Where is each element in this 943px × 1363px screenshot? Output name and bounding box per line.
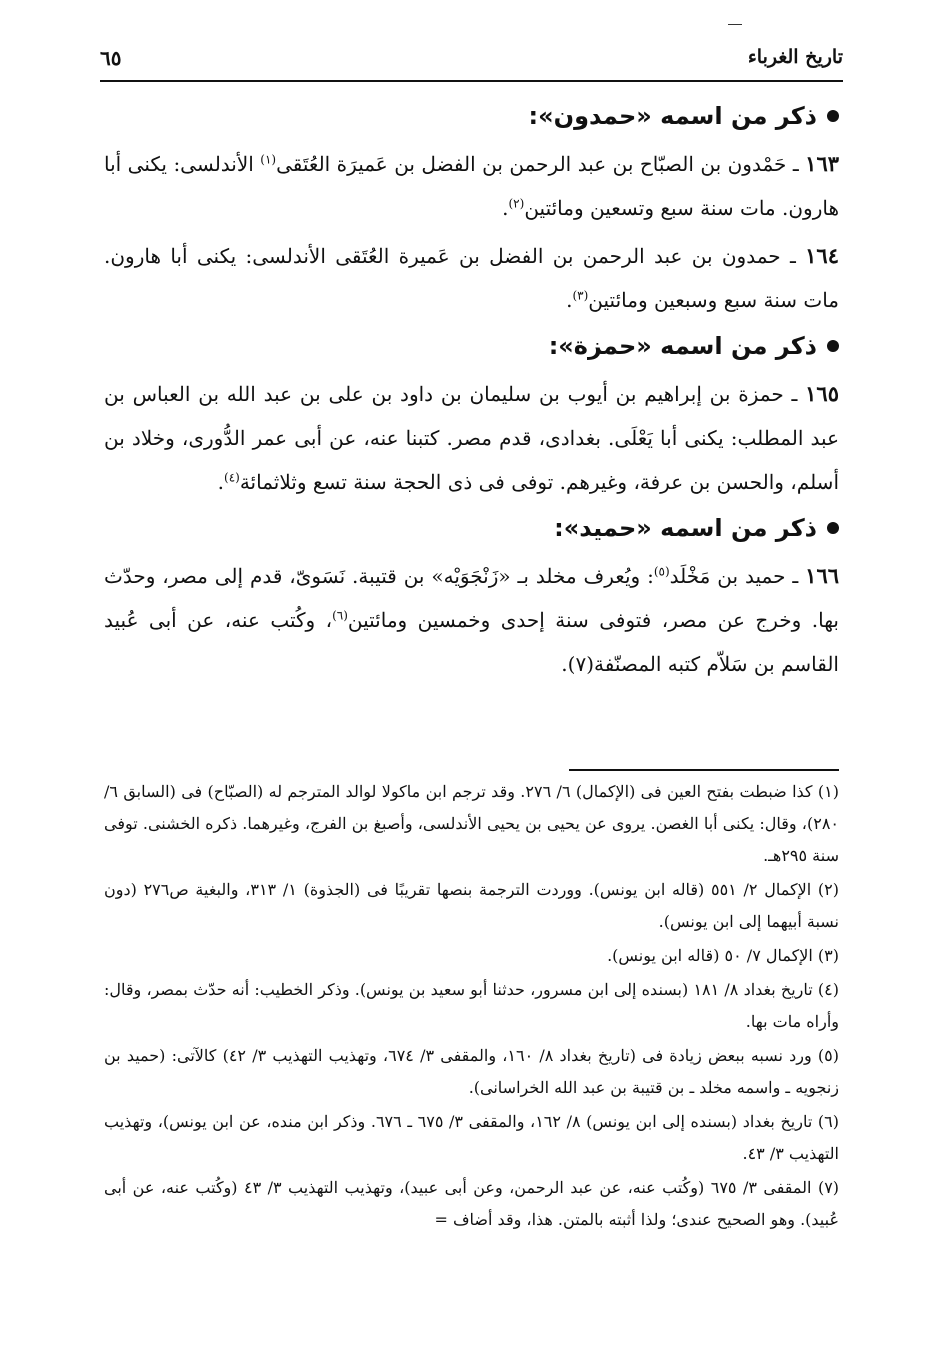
footnote-ref[interactable]: (٦)	[332, 608, 348, 623]
footnote-ref[interactable]: (٥)	[653, 564, 670, 579]
footnote-text: ورد نسبه ببعض زيادة فى (تاريخ بغداد ٨/ ١٦٠، والمقفى ٣/ ٦٧٤، وتهذيب التهذيب ٣/ ٤٢) كالآتى: (حميد بن زنجويه ـ واسمه مخلد ـ بن قتيبة بن عبد الله الخراسانى).	[104, 1046, 839, 1097]
footnote-label: (٣)	[817, 946, 839, 965]
bullet-icon	[827, 110, 839, 122]
footnote-text: تاريخ بغداد ٨/ ١٨١ (بسنده إلى ابن مسرور، حدثنا أبو سعيد بن يونس). وذكر الخطيب: أنه حدّث بمصر، وقال: وأراه مات بها.	[104, 980, 839, 1031]
entry-text-continued: .	[217, 470, 224, 494]
entry-163	[104, 142, 839, 230]
footnote-label: (٥)	[817, 1046, 840, 1065]
entry-164	[104, 234, 839, 322]
entry-number: ١٦٣	[805, 151, 840, 176]
entry-text-continued: الأندلسى: يكنى أبا هارون. مات سنة سبع وتسعين ومائتين	[104, 152, 839, 220]
entry-text: حميد بن مَخْلَد	[669, 564, 786, 588]
entry-text-continued: .	[566, 288, 573, 312]
footnote-text: كذا ضبطت بفتح العين فى (الإكمال) ٦/ ٢٧٦. وقد ترجم ابن ماكولا لوالد المترجم له (الصبّاح) فى (السابق ٦/ ٢٨٠)، وقال: يكنى أبا الغصن. يروى عن يحيى بن يحيى الأندلسى، وأصبغ بن الفرج، وغيرهما. ذكره الخشنى. توفى سنة ٢٩٥هـ.	[104, 782, 839, 865]
entry-dash: ـ	[785, 564, 799, 588]
main-text	[104, 96, 839, 690]
entry-text-continued: : ويُعرف مخلد بـ «زَنْجَوَيْه» بن قتيبة. نَسَوىّ، قدم إلى مصر، وحدّث بها. وخرج عن مصر، فتوفى سنة إحدى وخمسين ومائتين	[104, 564, 839, 632]
footnote-text: المقفى ٣/ ٦٧٥ (وكُتب عنه، عن عبد الرحمن، وعن أبى عبيد)، وتهذيب التهذيب ٣/ ٤٣ (وكُتب عنه، عن أبى عُبيد). وهو الصحيح عندى؛ ولذا أثبته بالمتن. هذا، وقد أضاف =	[104, 1178, 839, 1229]
entry-number: ١٦٥	[805, 381, 839, 406]
section-heading-humaid	[104, 508, 839, 548]
header-rule	[100, 80, 843, 82]
footnote-1	[104, 776, 839, 872]
footnote-label: (١)	[817, 782, 839, 801]
entry-number: ١٦٦	[805, 563, 840, 588]
footnote-ref[interactable]: (٤)	[224, 470, 240, 485]
entry-text: حَمْدون بن الصبّاح بن عبد الرحمن بن الفضل بن عَميرَة العُتَقى	[276, 152, 787, 176]
footnote-7	[104, 1172, 839, 1236]
footnote-ref[interactable]: (٢)	[508, 196, 525, 211]
footnote-label: (٧)	[817, 1178, 840, 1197]
footnote-label: (٢)	[817, 880, 839, 899]
footnote-label: (٦)	[817, 1112, 840, 1131]
footnotes	[104, 776, 839, 1238]
header-tick-mark	[728, 24, 742, 25]
entry-dash: ـ	[783, 382, 798, 406]
footnote-text: الإكمال ٧/ ٥٠ (قاله ابن يونس).	[607, 946, 813, 965]
bullet-icon	[827, 522, 839, 534]
section-heading-hamza	[104, 326, 839, 366]
footnote-5	[104, 1040, 839, 1104]
footnote-2	[104, 874, 839, 938]
entry-text-end: ، وكُتب عنه، عن أبى عُبيد القاسم بن سَلاّم كتبه المصنّفة(٧).	[104, 608, 839, 676]
footnote-6	[104, 1106, 839, 1170]
section-heading-hamdun	[104, 96, 839, 136]
entry-number: ١٦٤	[805, 243, 839, 268]
footnote-text: الإكمال ٢/ ٥٥١ (قاله ابن يونس). ووردت الترجمة بنصها تقريبًا فى (الجذوة) ١/ ٣١٣، والبغية ص٢٧٦ (دون نسبة أبيهما إلى ابن يونس).	[104, 880, 839, 931]
section-heading-text: ذكر من اسمه «حمزة»:	[548, 332, 817, 360]
page-number: ٦٥	[100, 46, 122, 70]
entry-text: حمزة بن إبراهيم بن أيوب بن سليمان بن داود بن على بن عبد الله بن العباس بن عبد المطلب: يكنى أبا يَعْلَى. بغدادى، قدم مصر. كتبنا عنه، عن أبى عمر الدُّورى، وخلاد بن أسلم، والحسن بن عرفة، وغيرهم. توفى فى ذى الحجة سنة تسع وثلاثمائة	[104, 382, 839, 494]
entry-165	[104, 372, 839, 504]
entry-166	[104, 554, 839, 686]
section-heading-text: ذكر من اسمه «حمدون»:	[528, 102, 817, 130]
running-title: تاريخ الغرباء	[747, 46, 843, 68]
section-heading-text: ذكر من اسمه «حميد»:	[554, 514, 817, 542]
footnote-ref[interactable]: (٣)	[572, 288, 589, 303]
entry-text-end: .	[502, 196, 509, 220]
footnote-text: تاريخ بغداد (بسنده إلى ابن يونس) ٨/ ١٦٢، والمقفى ٣/ ٦٧٥ ـ ٦٧٦. وذكر ابن منده، عن ابن يونس)، وتهذيب التهذيب ٣/ ٤٣.	[104, 1112, 839, 1163]
page-header	[100, 40, 843, 80]
entry-dash: ـ	[780, 244, 796, 268]
footnote-4	[104, 974, 839, 1038]
footnote-3	[104, 940, 839, 972]
footnote-label: (٤)	[817, 980, 840, 999]
entry-dash: ـ	[786, 152, 799, 176]
footnote-separator	[569, 769, 839, 771]
bullet-icon	[827, 340, 839, 352]
entry-text: حمدون بن عبد الرحمن بن الفضل بن عَميرة العُتَقى الأندلسى: يكنى أبا هارون. مات سنة سبع وسبعين ومائتين	[104, 244, 839, 312]
footnote-ref[interactable]: (١)	[260, 152, 277, 167]
